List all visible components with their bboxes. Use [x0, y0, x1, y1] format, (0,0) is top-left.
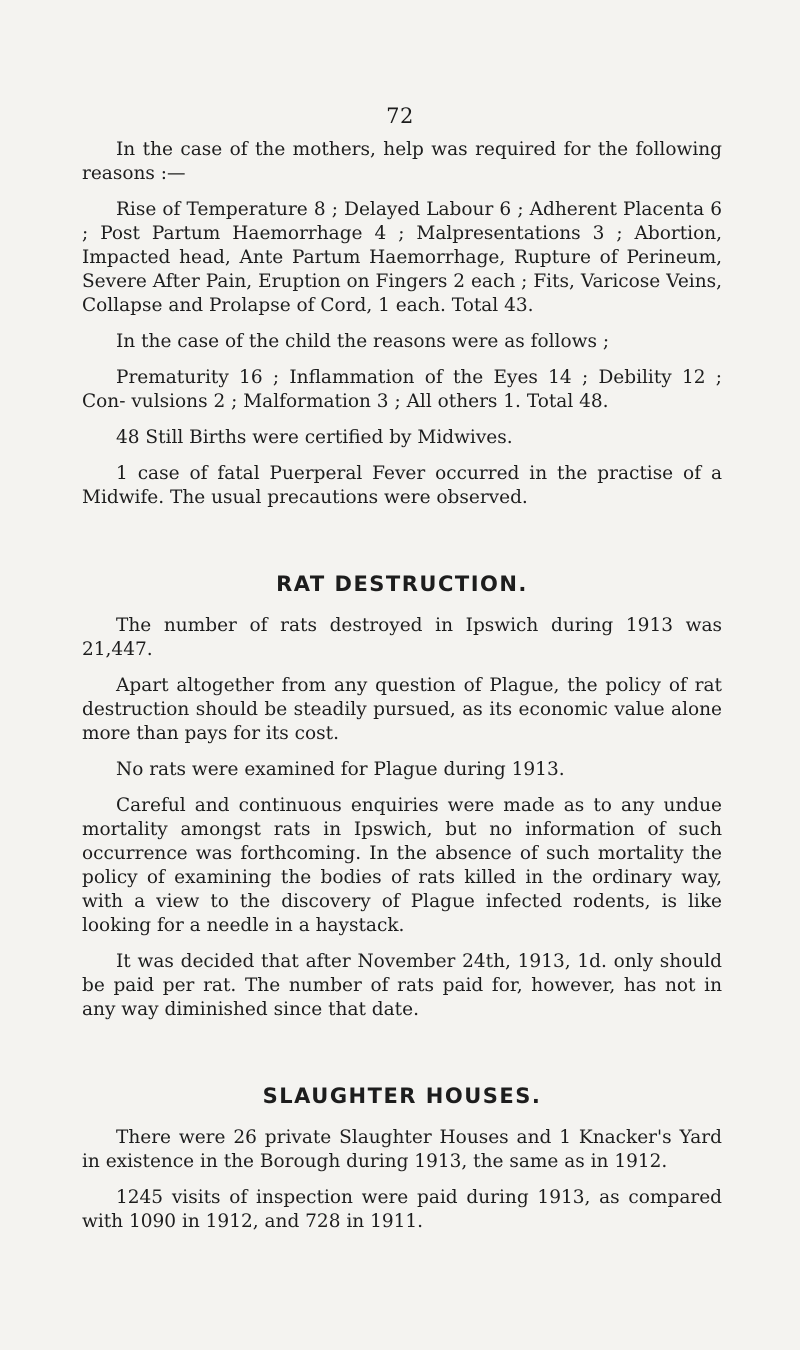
page-content	[82, 138, 722, 1234]
paragraph: Apart altogether from any question of Plague, the policy of rat destruction should be steadily pursued, as its economic value alone more than pays for its cost.	[82, 675, 722, 744]
paragraph: It was decided that after November 24th, 1913, 1d. only should be paid per rat. The number of rats paid for, however, has not in any way diminished since that date.	[82, 951, 722, 1020]
paragraph: Prematurity 16 ; Inflammation of the Eyes 14 ; Debility 12 ; Con- vulsions 2 ; Malformation 3 ; All others 1. Total 48.	[82, 367, 722, 412]
slaughter-houses-section	[82, 1084, 722, 1234]
paragraph: 1 case of fatal Puerperal Fever occurred in the practise of a Midwife. The usual precautions were observed.	[82, 463, 722, 508]
page-number: 72	[386, 104, 414, 128]
rat-destruction-section	[82, 572, 722, 1022]
section-heading: RAT DESTRUCTION.	[276, 572, 528, 596]
paragraph: Rise of Temperature 8 ; Delayed Labour 6 ; Adherent Placenta 6 ; Post Partum Haemorrhage 4 ; Malpresentations 3 ; Abortion, Impacted head, Ante Partum Haemorrhage, Rupture of Perineum, Severe After Pain, Eruption on Fingers 2 each ; Fits, Varicose Veins, Collapse and Prolapse of Cord, 1 each. Total 43.	[82, 199, 722, 316]
paragraph: 1245 visits of inspection were paid during 1913, as compared with 1090 in 1912, and 728 in 1911.	[82, 1187, 722, 1232]
paragraph: 48 Still Births were certified by Midwives.	[116, 427, 513, 448]
midwives-section	[82, 138, 722, 510]
paragraph: In the case of the child the reasons were as follows ;	[116, 331, 610, 352]
section-heading: SLAUGHTER HOUSES.	[262, 1084, 542, 1108]
paragraph: There were 26 private Slaughter Houses and 1 Knacker's Yard in existence in the Borough during 1913, the same as in 1912.	[82, 1127, 722, 1172]
paragraph: In the case of the mothers, help was required for the following reasons :—	[82, 139, 722, 184]
paragraph: Careful and continuous enquiries were made as to any undue mortality amongst rats in Ipswich, but no information of such occurrence was forthcoming. In the absence of such mortality the policy of examining the bodies of rats killed in the ordinary way, with a view to the discovery of Plague infected rodents, is like looking for a needle in a haystack.	[82, 795, 722, 936]
paragraph: The number of rats destroyed in Ipswich during 1913 was 21,447.	[82, 615, 722, 660]
paragraph: No rats were examined for Plague during 1913.	[116, 759, 565, 780]
